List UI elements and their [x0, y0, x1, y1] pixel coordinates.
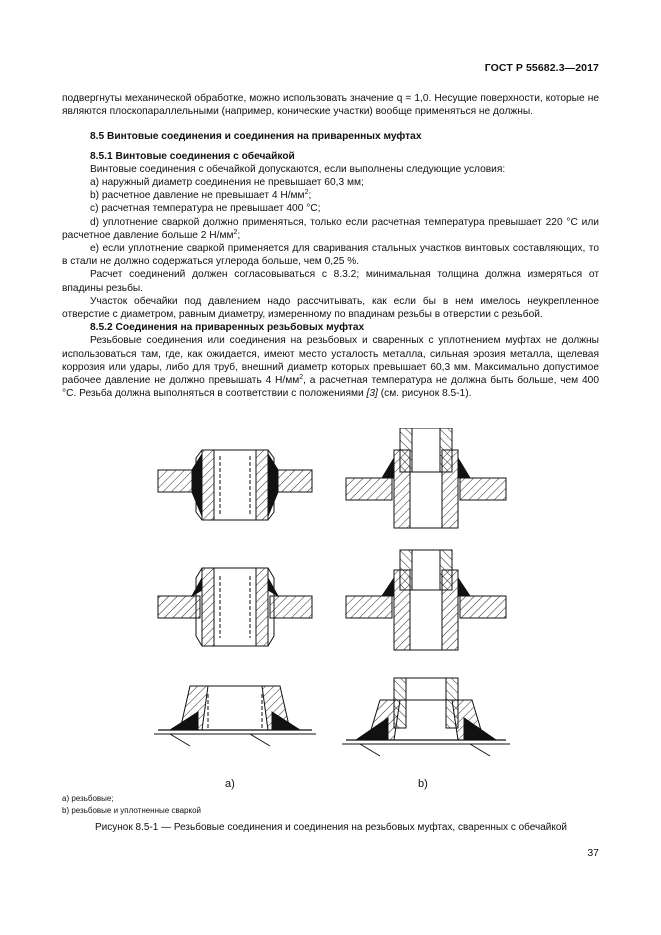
list-item-d-text: d) уплотнение сваркой должно применяться, только если расчетная температура превышает 220 °С или расчетное давление больше 2 Н/мм — [62, 216, 599, 241]
paragraph-8-5-2 — [62, 334, 599, 400]
heading-8-5-1: 8.5.1 Винтовые соединения с обечайкой — [90, 150, 295, 162]
figure-note-b: b) резьбовые и уплотненные сваркой — [62, 806, 202, 815]
figure-label-b: b) — [418, 778, 428, 790]
figure-note-a: а) резьбовые; — [62, 794, 114, 803]
superscript: 2 — [304, 189, 309, 197]
fitting-a3 — [154, 686, 316, 746]
page-number: 37 — [587, 847, 599, 859]
list-item-a: а) наружный диаметр соединения не превышает 60,3 мм; — [90, 177, 364, 189]
heading-8-5-2: 8.5.2 Соединения на приваренных резьбовых муфтах — [90, 322, 365, 334]
reference-link: [3] — [366, 388, 378, 400]
superscript: 2 — [233, 228, 238, 236]
fitting-a2 — [158, 568, 312, 646]
document-id: ГОСТ Р 55682.3—2017 — [484, 62, 599, 74]
paragraph-conditions: Винтовые соединения с обечайкой допускаются, если выполнены следующие условия: — [90, 163, 506, 175]
list-item-d — [62, 216, 599, 242]
list-item-b — [62, 189, 599, 202]
list-item-d-end: ; — [237, 229, 241, 241]
list-item-b-end: ; — [308, 190, 312, 202]
superscript: 2 — [299, 374, 304, 382]
list-item-b-text: b) расчетное давление не превышает 4 Н/мм — [90, 190, 305, 202]
figure-caption: Рисунок 8.5-1 — Резьбовые соединения и соединения на резьбовых муфтах, сваренных с обечайкой — [95, 822, 568, 833]
fitting-b1 — [346, 428, 506, 528]
figure-drawing — [150, 428, 510, 768]
paragraph-intro: подвергнуты механической обработке, можно использовать значение q = 1,0. Несущие поверхности, которые не являются плоскопараллельными (например, конические участки) вообще применяться не должны. — [62, 93, 599, 118]
heading-8-5: 8.5 Винтовые соединения и соединения на приваренных муфтах — [90, 131, 422, 143]
body-text — [62, 92, 599, 400]
figure-label-a: а) — [225, 778, 235, 790]
fitting-a1 — [158, 450, 312, 520]
paragraph-8-5-2-text-mid: , а расчетная температура не должна быть больше, чем 400 °С. Резьба должна выполняться в соответствии с положениями — [62, 375, 599, 400]
list-item-e: е) если уплотнение сваркой применяется для сваривания стальных участков винтовых составляющих, то в стали не должно содержаться углерода больше, чем 0,25 %. — [62, 243, 599, 268]
fitting-b3 — [342, 678, 510, 756]
fitting-b2 — [346, 550, 506, 650]
figure-notes — [62, 793, 201, 817]
paragraph-8-5-2-text-end: (см. рисунок 8.5-1). — [377, 388, 472, 400]
list-item-c: с) расчетная температура не превышает 400 °С; — [90, 203, 321, 215]
paragraph-shell: Участок обечайки под давлением надо рассчитывать, как если бы в нем имелось неукрепленное отверстие с диаметром, равным диаметру, измеренному по впадинам резьбы в отверстии с резьбой. — [62, 295, 599, 321]
paragraph-8-5-2-text: Резьбовые соединения или соединения на резьбовых и сваренных с уплотнением муфтах не должны использоваться там, где, как ожидается, имеют место усталость металла, сильная эрозия металла, щелевая коррозия или удары, либо для труб, внешний диаметр которых превышает 60,3 мм. Максимально допустимое рабочее давление не должно превышать 4 Н/мм — [62, 335, 599, 387]
paragraph-calculation: Расчет соединений должен согласовываться с 8.3.2; минимальная толщина должна измеряться от впадины резьбы. — [62, 269, 599, 294]
